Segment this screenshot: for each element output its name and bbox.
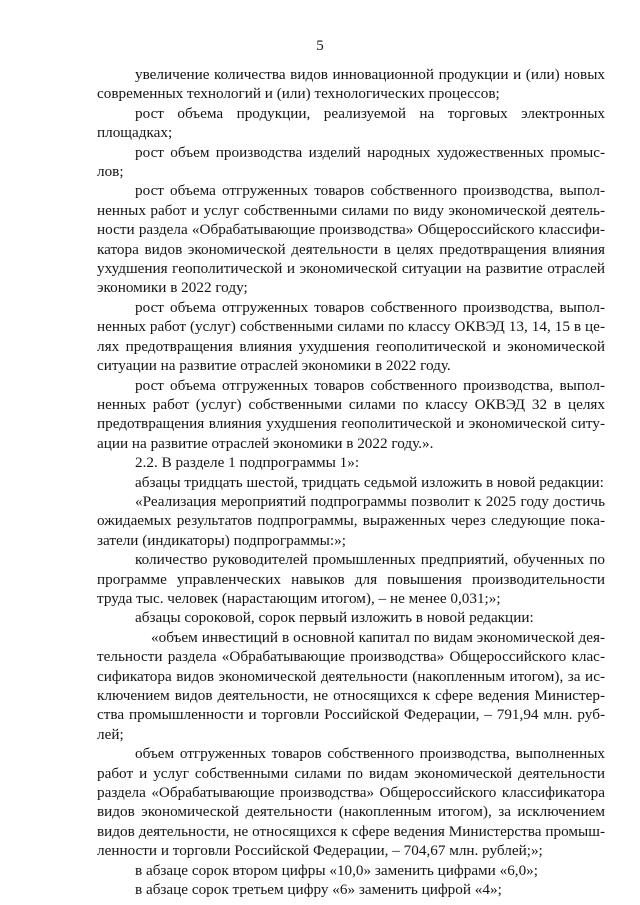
paragraph-manufacturing-shipments: рост объема отгруженных товаров собственного производства, выполненных работ и услуг собственными силами по виду экономической деятельности раздела «Обрабатывающие производства» Общероссийского классификатора видов экономической деятельности в целях предотвращения влияния ухудшения геополитической и экономической ситуации на развитие отраслей экономики в 2022 году; bbox=[97, 182, 605, 297]
paragraph-amend-43: в абзаце сорок третьем цифру «6» заменить цифрой «4»; bbox=[135, 881, 502, 899]
paragraph-okved-32: рост объема отгруженных товаров собственного производства, выполненных работ (услуг) собственными силами по классу ОКВЭД 32 в целях предотвращения влияния ухудшения геополитической и экономической ситуации на развитие отраслей экономики в 2022 году.». bbox=[97, 376, 605, 452]
paragraph-electronic-trading: рост объема продукции, реализуемой на торговых электронных площадках; bbox=[97, 104, 605, 142]
paragraph-okved-13-14-15: рост объема отгруженных товаров собственного производства, выполненных работ (услуг) собственными силами по классу ОКВЭД 13, 14, 15 в целях предотвращения влияния ухудшения геополитической и экономической ситуации на развитие отраслей экономики в 2022 году. bbox=[97, 298, 605, 375]
paragraph-amend-36-37: абзацы тридцать шестой, тридцать седьмой изложить в новой редакции: bbox=[135, 473, 604, 491]
paragraph-shipped-goods-volume: объем отгруженных товаров собственного производства, выполненных работ и услуг собственными силами по видам экономической деятельности раздела «Обрабатывающие производства» Общероссийского классификатора видов экономической деятельности (накопленным итогом), за исключением видов деятельности, не относящихся к сфере ведения Министерства промышленности и торговли Российской Федерации, – 704,67 млн. рублей;»; bbox=[97, 745, 605, 860]
paragraph-expected-results: «Реализация мероприятий подпрограммы позволит к 2025 году достичь ожидаемых результатов подпрограммы, выраженных через следующие показатели (индикаторы) подпрограммы:»; bbox=[97, 492, 605, 549]
paragraph-folk-crafts: рост объем производства изделий народных художественных промыслов; bbox=[97, 143, 605, 181]
paragraph-investment-volume: «объем инвестиций в основной капитал по видам экономической деятельности раздела «Обрабатывающие производства» Общероссийского классификатора видов экономической деятельности (накопленным итогом), за исключением видов деятельности, не относящихся к сфере ведения Министерства промышленности и торговли Российской Федерации, – 791,94 млн. рублей; bbox=[97, 628, 605, 743]
paragraph-amend-40-41: абзацы сороковой, сорок первый изложить в новой редакции: bbox=[135, 609, 534, 627]
paragraph-managers-trained: количество руководителей промышленных предприятий, обученных по программе управленческих навыков для повышения производительности труда тыс. человек (нарастающим итогом), – не менее 0,031;»; bbox=[97, 551, 605, 607]
paragraph-amend-42: в абзаце сорок втором цифры «10,0» заменить цифрами «6,0»; bbox=[135, 861, 538, 879]
paragraph-section-2-2: 2.2. В разделе 1 подпрограммы 1»: bbox=[135, 454, 360, 472]
paragraph-innovative-products: увеличение количества видов инновационной продукции и (или) новых современных технологий и (или) технологических процессов; bbox=[97, 66, 605, 103]
page-number: 5 bbox=[316, 38, 324, 54]
document-body bbox=[97, 65, 605, 899]
